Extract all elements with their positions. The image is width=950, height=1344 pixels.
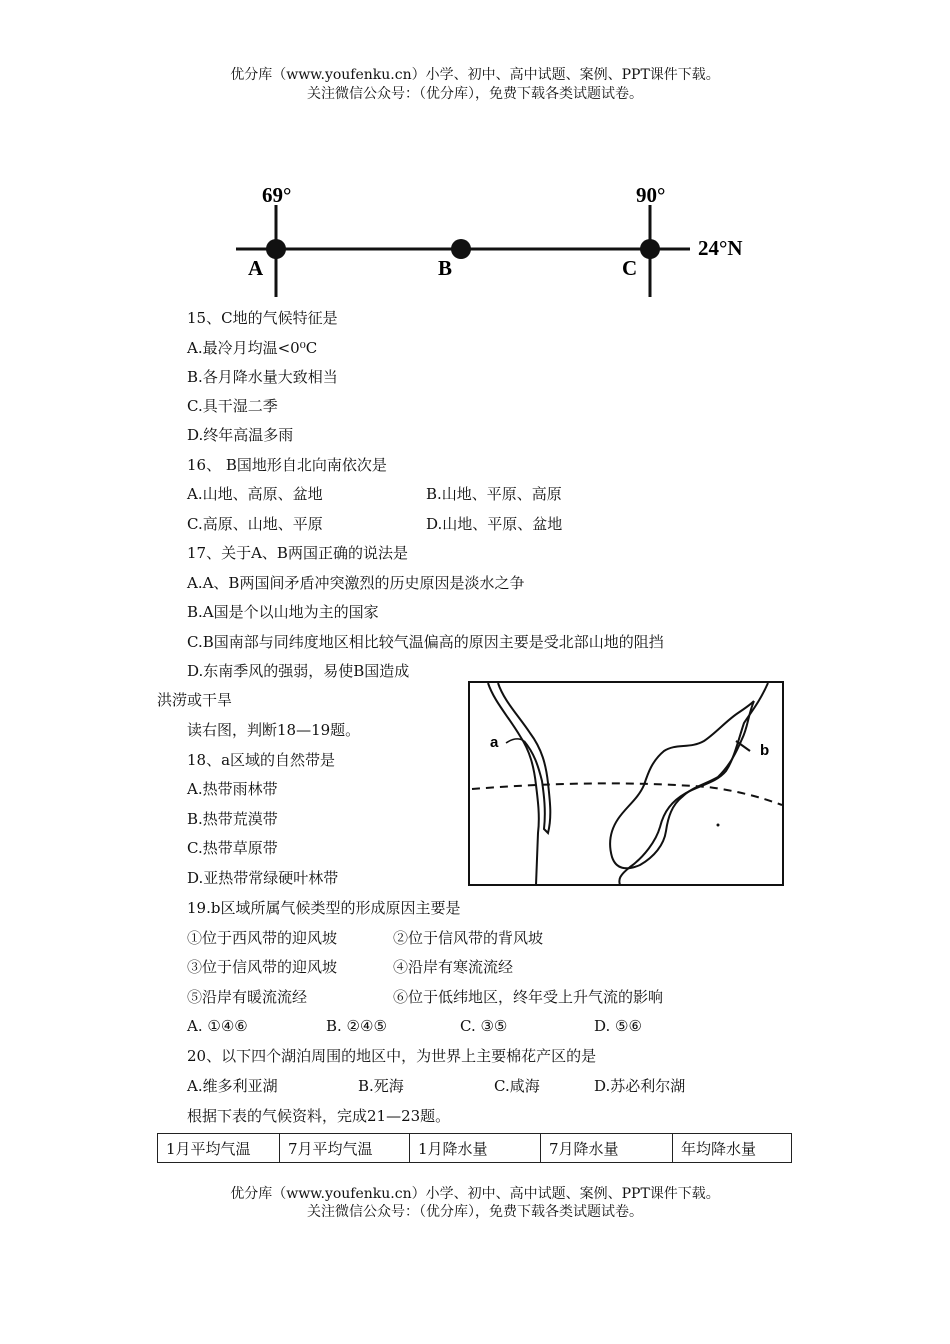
page-footer-line2: 关注微信公众号：（优分库），免费下载各类试题试卷。 xyxy=(307,1204,643,1220)
lon-90-label: 90° xyxy=(636,183,666,207)
q18-19-intro: 读右图，判断18—19题。 xyxy=(187,721,361,739)
q17-option-d-line2: 洪涝或干旱 xyxy=(157,691,233,709)
q19-choice-3: ③位于信风带的迎风坡 xyxy=(187,958,338,976)
q15-option-b: B.各月降水量大致相当 xyxy=(187,368,338,386)
point-a-label: A xyxy=(248,256,264,280)
q19-option-d: D. ⑤⑥ xyxy=(594,1017,642,1035)
q19-option-c: C. ③⑤ xyxy=(460,1017,508,1035)
q17-stem: 17、关于A、B两国正确的说法是 xyxy=(187,544,408,562)
q18-option-b: B.热带荒漠带 xyxy=(187,810,278,828)
lon-69-label: 69° xyxy=(262,183,292,207)
q18-option-d: D.亚热带常绿硬叶林带 xyxy=(187,869,339,887)
map-dot xyxy=(717,824,720,827)
q19-choice-5: ⑤沿岸有暖流流经 xyxy=(187,988,308,1006)
point-b-dot xyxy=(451,239,471,259)
q20-option-d: D.苏必利尔湖 xyxy=(594,1077,686,1095)
west-coastline xyxy=(488,683,539,885)
q17-option-d-line1: D.东南季风的强弱，易使B国造成 xyxy=(187,662,410,680)
tropic-dashed-line xyxy=(472,783,782,805)
region-a-label: a xyxy=(490,734,499,751)
q16-option-d: D.山地、平原、盆地 xyxy=(426,515,563,533)
q20-option-a: A.维多利亚湖 xyxy=(187,1077,278,1095)
q15-option-a: A.最冷月均温<0⁰C xyxy=(187,339,318,357)
point-a-dot xyxy=(266,239,286,259)
lat-24n-label: 24°N xyxy=(698,236,743,260)
table-header-row xyxy=(158,1134,792,1163)
q20-stem: 20、以下四个湖泊周围的地区中，为世界上主要棉花产区的是 xyxy=(187,1047,597,1065)
table-header-cell: 7月平均气温 xyxy=(280,1134,410,1163)
q19-choice-1: ①位于西风带的迎风坡 xyxy=(187,929,338,947)
table-header-cell: 年均降水量 xyxy=(673,1134,792,1163)
q19-choice-2: ②位于信风带的背风坡 xyxy=(393,929,544,947)
continent-map xyxy=(468,681,784,886)
q19-option-a: A. ①④⑥ xyxy=(187,1017,248,1035)
point-c-label: C xyxy=(622,256,638,280)
table-header-cell: 7月降水量 xyxy=(541,1134,673,1163)
page-footer-line1: 优分库（www.youfenku.cn）小学、初中、高中试题、案例、PPT课件下载。 xyxy=(230,1186,720,1202)
q17-option-c: C.B国南部与同纬度地区相比较气温偏高的原因主要是受北部山地的阻挡 xyxy=(187,633,664,651)
q15-option-d: D.终年高温多雨 xyxy=(187,426,294,444)
q16-option-a: A.山地、高原、盆地 xyxy=(187,485,323,503)
q20-option-c: C.咸海 xyxy=(494,1077,540,1095)
q16-option-b: B.山地、平原、高原 xyxy=(426,485,562,503)
table-header-cell: 1月平均气温 xyxy=(158,1134,280,1163)
climate-table xyxy=(157,1133,792,1163)
q16-option-c: C.高原、山地、平原 xyxy=(187,515,323,533)
q15-option-c: C.具干湿二季 xyxy=(187,397,278,415)
q15-stem: 15、C地的气候特征是 xyxy=(187,309,338,327)
table-header-cell: 1月降水量 xyxy=(410,1134,541,1163)
q18-option-a: A.热带雨林带 xyxy=(187,780,278,798)
region-a-pointer xyxy=(506,739,524,743)
latitude-diagram xyxy=(220,175,780,305)
q19-choice-4: ④沿岸有寒流流经 xyxy=(393,958,514,976)
q18-stem: 18、a区域的自然带是 xyxy=(187,751,336,769)
point-c-dot xyxy=(640,239,660,259)
q19-option-b: B. ②④⑤ xyxy=(326,1017,387,1035)
region-b-label: b xyxy=(760,742,770,759)
page-header-line2: 关注微信公众号：（优分库），免费下载各类试题试卷。 xyxy=(307,86,643,102)
point-b-label: B xyxy=(438,256,453,280)
q17-option-b: B.A国是个以山地为主的国家 xyxy=(187,603,379,621)
q20-option-b: B.死海 xyxy=(358,1077,404,1095)
q19-choice-6: ⑥位于低纬地区，终年受上升气流的影响 xyxy=(393,988,664,1006)
q19-stem: 19.b区域所属气候类型的形成原因主要是 xyxy=(187,899,461,917)
page-header-line1: 优分库（www.youfenku.cn）小学、初中、高中试题、案例、PPT课件下载。 xyxy=(230,67,720,83)
region-a-boundary xyxy=(498,683,550,833)
q16-stem: 16、 B国地形自北向南依次是 xyxy=(187,456,387,474)
q17-option-a: A.A、B两国间矛盾冲突激烈的历史原因是淡水之争 xyxy=(187,574,525,592)
q21-23-intro: 根据下表的气候资料，完成21—23题。 xyxy=(187,1107,451,1125)
q18-option-c: C.热带草原带 xyxy=(187,839,278,857)
